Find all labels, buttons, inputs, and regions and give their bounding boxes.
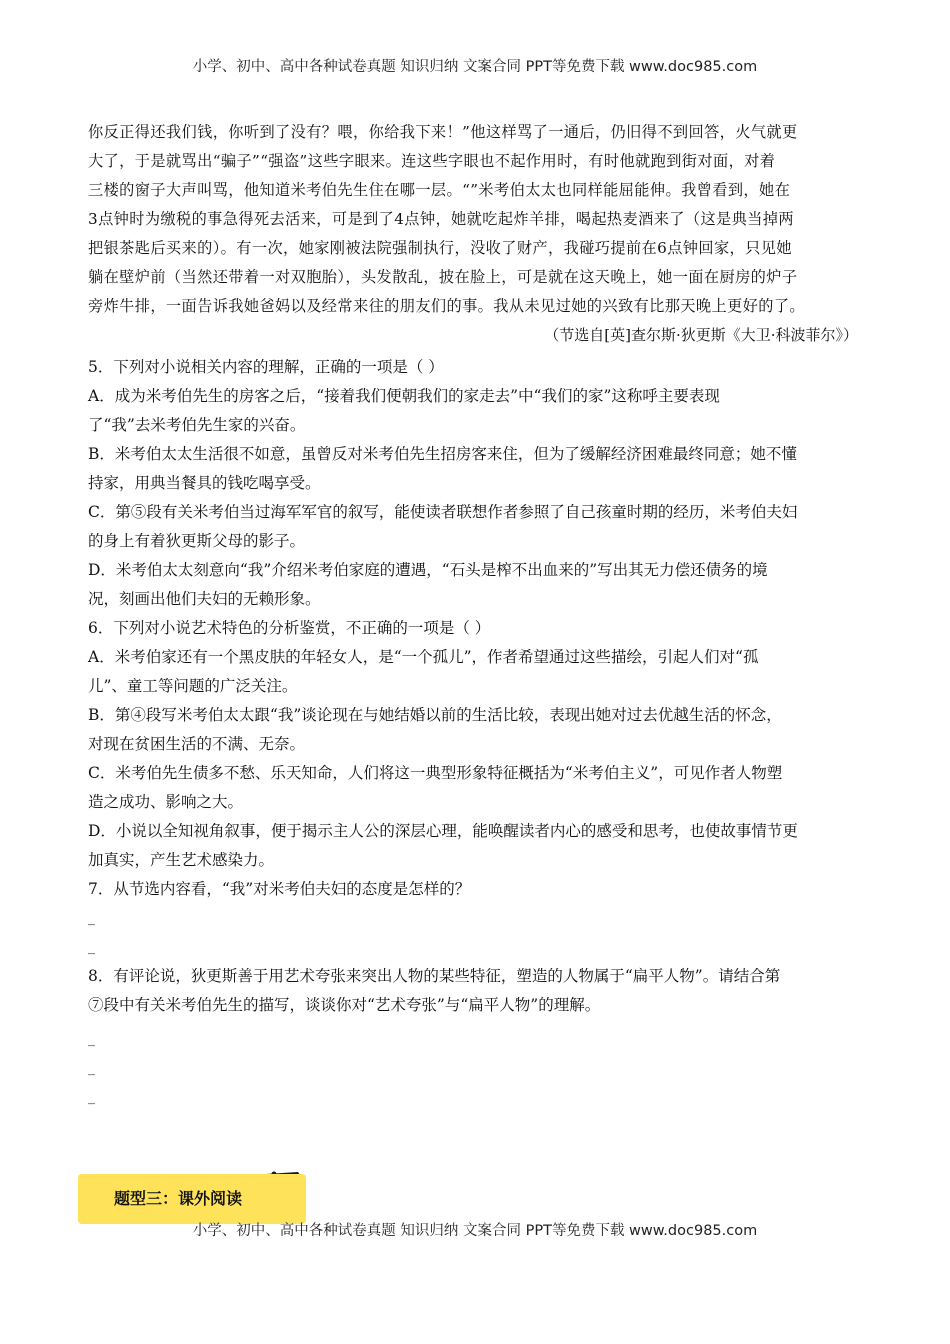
answer-blank[interactable]: _ <box>88 1089 95 1105</box>
option-c-cont: 造之成功、影响之大。 <box>88 793 244 811</box>
header-banner: 小学、初中、高中各种试卷真题 知识归纳 文案合同 PPT等免费下载 www.doc985.com <box>192 59 758 75</box>
option-a: A．成为米考伯先生的房客之后，“接着我们便朝我们的家走去”中“我们的家”这称呼主要表现 <box>88 387 720 405</box>
question-6 <box>88 614 858 875</box>
passage-line: 把银茶匙后买来的）。有一次，她家刚被法院强制执行，没收了财产，我碰巧提前在6点钟回家，只见她 <box>88 239 792 257</box>
question-stem-cont: ⑦段中有关米考伯先生的描写，谈谈你对“艺术夸张”与“扁平人物”的理解。 <box>88 996 601 1014</box>
option-d: D．米考伯太太刻意向“我”介绍米考伯家庭的遭遇，“石头是榨不出血来的”写出其无力偿还债务的境 <box>88 561 768 579</box>
section-heading <box>78 1170 306 1224</box>
option-b-cont: 持家，用典当餐具的钱吃喝享受。 <box>88 474 321 492</box>
question-stem: 5．下列对小说相关内容的理解，正确的一项是（ ） <box>88 358 444 376</box>
answer-blank[interactable]: _ <box>88 1031 95 1047</box>
option-a: A．米考伯家还有一个黑皮肤的年轻女人，是“一个孤儿”，作者希望通过这些描绘，引起人们对“孤 <box>88 648 759 666</box>
section-heading-label: 题型三：课外阅读 <box>114 1189 243 1208</box>
question-7 <box>88 875 858 962</box>
answer-blank[interactable]: _ <box>88 939 95 955</box>
question-list <box>88 353 858 1112</box>
option-c: C．米考伯先生债多不愁、乐天知命，人们将这一典型形象特征概括为“米考伯主义”，可见作者人物塑 <box>88 764 783 782</box>
question-stem: 8．有评论说，狄更斯善于用艺术夸张来突出人物的某些特征，塑造的人物属于“扁平人物”。请结合第 <box>88 967 781 985</box>
option-d-cont: 加真实，产生艺术感染力。 <box>88 851 275 869</box>
passage-line: 躺在壁炉前（当然还带着一对双胞胎），头发散乱，披在脸上，可是就在这天晚上，她一面在厨房的炉子 <box>88 268 798 286</box>
passage-excerpt <box>88 118 858 350</box>
passage-line: 旁炸牛排，一面告诉我她爸妈以及经常来往的朋友们的事。我从未见过她的兴致有比那天晚上更好的了。 <box>88 297 806 315</box>
option-d: D．小说以全知视角叙事，便于揭示主人公的深层心理，能唤醒读者内心的感受和思考，也使故事情节更 <box>88 822 798 840</box>
answer-blank[interactable]: _ <box>88 1060 95 1076</box>
option-c-cont: 的身上有着狄更斯父母的影子。 <box>88 532 306 550</box>
question-5 <box>88 353 858 614</box>
footer-banner: 小学、初中、高中各种试卷真题 知识归纳 文案合同 PPT等免费下载 www.doc985.com <box>192 1223 758 1239</box>
answer-blank[interactable]: _ <box>88 910 95 926</box>
option-b: B．米考伯太太生活很不如意，虽曾反对米考伯先生招房客来住，但为了缓解经济困难最终同意；她不懂 <box>88 445 797 463</box>
question-stem: 6．下列对小说艺术特色的分析鉴赏，不正确的一项是（ ） <box>88 619 491 637</box>
option-d-cont: 况，刻画出他们夫妇的无赖形象。 <box>88 590 321 608</box>
option-a-cont: 儿”、童工等问题的广泛关注。 <box>88 677 298 695</box>
passage-line: 3点钟时为缴税的事急得死去活来，可是到了4点钟，她就吃起炸羊排，喝起热麦酒来了（这是典当掉两 <box>88 210 794 228</box>
question-stem: 7．从节选内容看，“我”对米考伯夫妇的态度是怎样的？ <box>88 880 471 898</box>
option-a-cont: 了“我”去米考伯先生家的兴奋。 <box>88 416 306 434</box>
passage-line: 你反正得还我们钱，你听到了没有？喂，你给我下来！”他这样骂了一通后，仍旧得不到回答，火气就更 <box>88 123 798 141</box>
passage-line: 大了，于是就骂出“骗子”“强盗”这些字眼来。连这些字眼也不起作用时，有时他就跑到街对面，对着 <box>88 152 776 170</box>
option-b: B．第④段写米考伯太太跟“我”谈论现在与她结婚以前的生活比较，表现出她对过去优越生活的怀念， <box>88 706 782 724</box>
option-b-cont: 对现在贫困生活的不满、无奈。 <box>88 735 306 753</box>
passage-line: 三楼的窗子大声叫骂，他知道米考伯先生住在哪一层。“”米考伯太太也同样能屈能伸。我曾看到，她在 <box>88 181 791 199</box>
question-8 <box>88 962 858 1112</box>
option-c: C．第⑤段有关米考伯当过海军军官的叙写，能使读者联想作者参照了自己孩童时期的经历，米考伯夫妇 <box>88 503 798 521</box>
passage-source: （节选自[英]查尔斯·狄更斯《大卫·科波菲尔》） <box>544 326 858 344</box>
